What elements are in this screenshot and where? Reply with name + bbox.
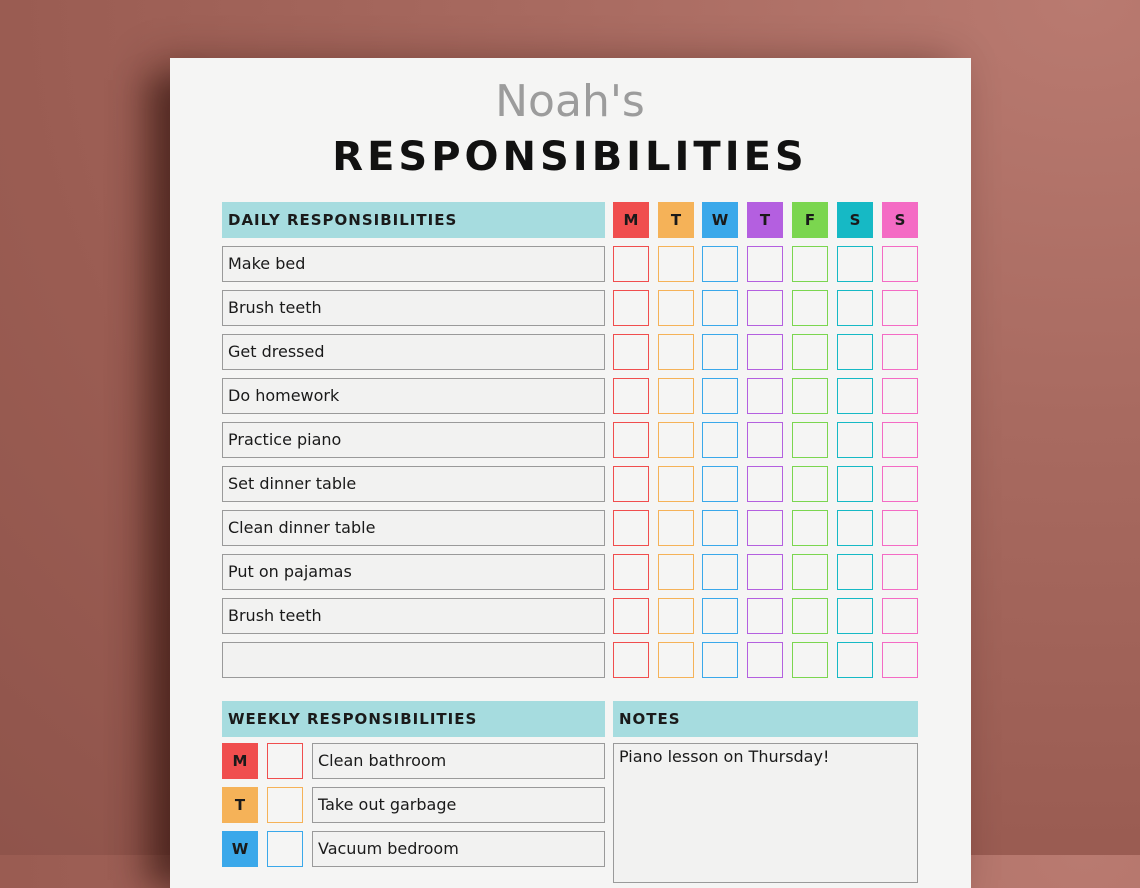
daily-task-row[interactable] xyxy=(222,642,605,678)
checkbox[interactable] xyxy=(747,466,783,502)
checkbox[interactable] xyxy=(882,422,918,458)
checkbox[interactable] xyxy=(702,334,738,370)
checkbox[interactable] xyxy=(702,246,738,282)
checkbox[interactable] xyxy=(613,510,649,546)
checkbox[interactable] xyxy=(613,290,649,326)
checkbox[interactable] xyxy=(747,290,783,326)
weekly-checkbox[interactable] xyxy=(267,743,303,779)
checkbox[interactable] xyxy=(747,334,783,370)
checkbox[interactable] xyxy=(658,378,694,414)
day-header-1: T xyxy=(658,202,694,238)
checkbox[interactable] xyxy=(702,642,738,678)
checkbox[interactable] xyxy=(613,378,649,414)
checkbox[interactable] xyxy=(882,378,918,414)
checkbox[interactable] xyxy=(658,554,694,590)
day-header-6: S xyxy=(882,202,918,238)
daily-task-row[interactable]: Put on pajamas xyxy=(222,554,605,590)
checkbox[interactable] xyxy=(837,554,873,590)
checkbox[interactable] xyxy=(882,290,918,326)
checkbox[interactable] xyxy=(702,290,738,326)
checkbox[interactable] xyxy=(613,246,649,282)
day-header-3: T xyxy=(747,202,783,238)
checkbox[interactable] xyxy=(702,554,738,590)
checkbox[interactable] xyxy=(837,466,873,502)
checkbox[interactable] xyxy=(658,642,694,678)
daily-task-row[interactable]: Set dinner table xyxy=(222,466,605,502)
checkbox[interactable] xyxy=(792,554,828,590)
weekly-day-badge: M xyxy=(222,743,258,779)
checkbox[interactable] xyxy=(837,246,873,282)
checkbox[interactable] xyxy=(792,510,828,546)
checkbox[interactable] xyxy=(882,334,918,370)
checkbox[interactable] xyxy=(792,378,828,414)
checkbox[interactable] xyxy=(747,554,783,590)
checkbox[interactable] xyxy=(792,642,828,678)
checkbox[interactable] xyxy=(658,598,694,634)
daily-responsibilities-heading: DAILY RESPONSIBILITIES xyxy=(222,202,605,238)
weekly-responsibilities-heading: WEEKLY RESPONSIBILITIES xyxy=(222,701,605,737)
checkbox[interactable] xyxy=(792,466,828,502)
daily-task-row[interactable]: Brush teeth xyxy=(222,290,605,326)
weekly-checkbox[interactable] xyxy=(267,831,303,867)
checkbox[interactable] xyxy=(658,290,694,326)
checkbox[interactable] xyxy=(747,598,783,634)
checkbox[interactable] xyxy=(702,598,738,634)
day-header-2: W xyxy=(702,202,738,238)
notes-text: Piano lesson on Thursday! xyxy=(619,747,830,766)
checkbox[interactable] xyxy=(702,378,738,414)
checkbox[interactable] xyxy=(613,554,649,590)
checkbox[interactable] xyxy=(747,642,783,678)
checkbox[interactable] xyxy=(792,334,828,370)
checkbox[interactable] xyxy=(658,334,694,370)
weekly-task-row[interactable]: Clean bathroom xyxy=(312,743,605,779)
day-header-4: F xyxy=(792,202,828,238)
daily-task-row[interactable]: Get dressed xyxy=(222,334,605,370)
checkbox[interactable] xyxy=(658,510,694,546)
checkbox[interactable] xyxy=(792,290,828,326)
checkbox[interactable] xyxy=(882,642,918,678)
checkbox[interactable] xyxy=(702,422,738,458)
checkbox[interactable] xyxy=(792,422,828,458)
checkbox[interactable] xyxy=(882,466,918,502)
weekly-day-badge: W xyxy=(222,831,258,867)
checkbox[interactable] xyxy=(837,598,873,634)
child-name: Noah's xyxy=(495,76,645,127)
checkbox[interactable] xyxy=(747,510,783,546)
weekly-day-badge: T xyxy=(222,787,258,823)
checkbox[interactable] xyxy=(613,598,649,634)
checkbox[interactable] xyxy=(792,246,828,282)
checkbox[interactable] xyxy=(658,422,694,458)
checkbox[interactable] xyxy=(747,422,783,458)
daily-task-row[interactable]: Clean dinner table xyxy=(222,510,605,546)
daily-task-row[interactable]: Do homework xyxy=(222,378,605,414)
daily-task-row[interactable]: Make bed xyxy=(222,246,605,282)
checkbox[interactable] xyxy=(613,422,649,458)
checkbox[interactable] xyxy=(702,466,738,502)
checkbox[interactable] xyxy=(613,334,649,370)
day-header-5: S xyxy=(837,202,873,238)
notes-heading: NOTES xyxy=(613,701,918,737)
checkbox[interactable] xyxy=(747,378,783,414)
daily-task-row[interactable]: Practice piano xyxy=(222,422,605,458)
checkbox[interactable] xyxy=(658,246,694,282)
weekly-task-row[interactable]: Vacuum bedroom xyxy=(312,831,605,867)
checkbox[interactable] xyxy=(837,290,873,326)
checkbox[interactable] xyxy=(882,554,918,590)
checkbox[interactable] xyxy=(747,246,783,282)
weekly-task-row[interactable]: Take out garbage xyxy=(312,787,605,823)
checkbox[interactable] xyxy=(613,642,649,678)
checkbox[interactable] xyxy=(882,598,918,634)
notes-box[interactable] xyxy=(613,743,918,883)
checkbox[interactable] xyxy=(702,510,738,546)
checkbox[interactable] xyxy=(792,598,828,634)
checkbox[interactable] xyxy=(882,510,918,546)
checkbox[interactable] xyxy=(837,422,873,458)
page-title: RESPONSIBILITIES xyxy=(332,134,808,180)
daily-task-row[interactable]: Brush teeth xyxy=(222,598,605,634)
day-header-0: M xyxy=(613,202,649,238)
checkbox[interactable] xyxy=(837,334,873,370)
checkbox[interactable] xyxy=(837,510,873,546)
checkbox[interactable] xyxy=(837,378,873,414)
checkbox[interactable] xyxy=(658,466,694,502)
checkbox[interactable] xyxy=(837,642,873,678)
checkbox[interactable] xyxy=(613,466,649,502)
weekly-checkbox[interactable] xyxy=(267,787,303,823)
checkbox[interactable] xyxy=(882,246,918,282)
